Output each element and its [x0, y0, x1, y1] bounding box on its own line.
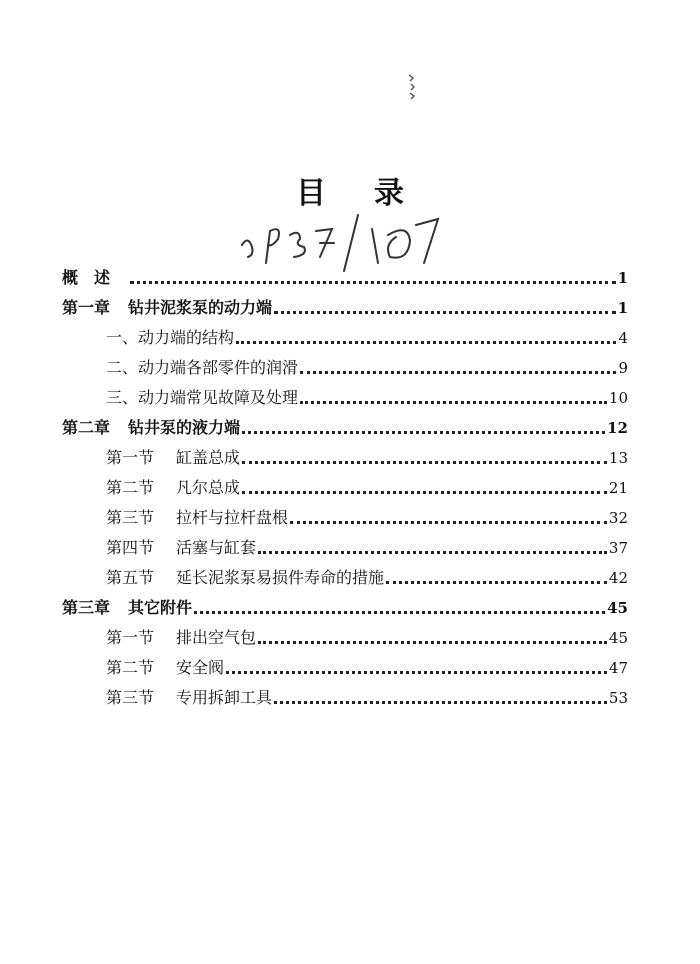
- toc-entry-label: [106, 358, 298, 378]
- toc-entry-title: 钻井泥浆泵的动力端: [128, 298, 273, 317]
- toc-page-number: 53: [608, 689, 628, 707]
- toc-entry-number: 概 述: [62, 268, 111, 287]
- toc-entry-title: 专用拆卸工具: [176, 688, 273, 707]
- toc-entry-label: [106, 388, 298, 408]
- toc-entry-label: [106, 688, 272, 708]
- toc-page-number: 47: [608, 659, 628, 677]
- toc-entry[interactable]: [62, 498, 628, 528]
- toc-entry-number: 第一章: [62, 298, 111, 317]
- toc-entry-title: 动力端的结构: [138, 328, 235, 347]
- toc-entry-number: 第一节: [106, 448, 155, 467]
- toc-page-number: 10: [608, 389, 628, 407]
- toc-entry[interactable]: [62, 588, 628, 618]
- toc-entry[interactable]: [62, 378, 628, 408]
- toc-page-number: 1: [617, 269, 628, 287]
- toc-page-number: 12: [607, 419, 628, 437]
- toc-dot-leader: [274, 297, 616, 314]
- toc-dot-leader: [226, 657, 607, 674]
- library-stamp-mark: [405, 72, 419, 102]
- toc-entry-label: [106, 478, 240, 498]
- toc-entry-title: 动力端各部零件的润滑: [138, 358, 299, 377]
- toc-dot-leader: [242, 477, 607, 494]
- toc-entry-label: [62, 298, 272, 318]
- toc-entry-label: [106, 448, 240, 468]
- toc-dot-leader: [258, 537, 607, 554]
- toc-entry-number: 二、: [106, 358, 139, 377]
- toc-entry-number: 第三节: [106, 508, 155, 527]
- toc-dot-leader: [258, 627, 607, 644]
- table-of-contents: [62, 258, 628, 708]
- toc-dot-leader: [242, 417, 605, 434]
- toc-page-number: 13: [608, 449, 628, 467]
- toc-dot-leader: [236, 327, 616, 344]
- toc-entry-number: 第二章: [62, 418, 111, 437]
- toc-entry[interactable]: [62, 258, 628, 288]
- toc-entry-number: 第二节: [106, 478, 155, 497]
- toc-entry-label: [62, 268, 128, 288]
- toc-entry-title: 钻井泵的液力端: [128, 418, 241, 437]
- toc-dot-leader: [290, 507, 607, 524]
- toc-entry[interactable]: [62, 558, 628, 588]
- toc-entry-title: 活塞与缸套: [176, 538, 257, 557]
- toc-dot-leader: [300, 387, 607, 404]
- title-char-1: 目: [296, 176, 326, 211]
- toc-entry[interactable]: [62, 348, 628, 378]
- toc-page-number: 9: [618, 359, 628, 377]
- toc-entry-title: 拉杆与拉杆盘根: [176, 508, 289, 527]
- toc-page-number: 1: [617, 299, 628, 317]
- toc-entry-title: 动力端常见故障及处理: [138, 388, 299, 407]
- toc-dot-leader: [242, 447, 607, 464]
- toc-entry-number: 第二节: [106, 658, 155, 677]
- toc-entry-number: 第三节: [106, 688, 155, 707]
- toc-page-number: 37: [608, 539, 628, 557]
- toc-page-number: 4: [618, 329, 628, 347]
- toc-entry-label: [106, 628, 256, 648]
- toc-entry-label: [106, 328, 234, 348]
- toc-entry[interactable]: [62, 528, 628, 558]
- toc-entry-title: 其它附件: [128, 598, 193, 617]
- toc-dot-leader: [194, 597, 605, 614]
- toc-entry-title: 延长泥浆泵易损件寿命的措施: [176, 568, 385, 587]
- toc-entry-number: 第三章: [62, 598, 111, 617]
- toc-entry-label: [62, 418, 240, 438]
- toc-dot-leader: [274, 687, 607, 704]
- toc-entry[interactable]: [62, 438, 628, 468]
- toc-entry-title: 凡尔总成: [176, 478, 241, 497]
- toc-entry-number: 三、: [106, 388, 139, 407]
- toc-dot-leader: [386, 567, 607, 584]
- toc-page-number: 21: [608, 479, 628, 497]
- toc-entry-label: [106, 538, 256, 558]
- toc-entry[interactable]: [62, 468, 628, 498]
- toc-entry[interactable]: [62, 648, 628, 678]
- toc-entry-title: 排出空气包: [176, 628, 257, 647]
- toc-dot-leader: [130, 267, 616, 284]
- toc-entry[interactable]: [62, 288, 628, 318]
- toc-entry[interactable]: [62, 618, 628, 648]
- toc-entry-label: [106, 568, 384, 588]
- toc-entry-label: [62, 598, 192, 618]
- toc-entry-title: 缸盖总成: [176, 448, 241, 467]
- toc-entry[interactable]: [62, 678, 628, 708]
- toc-dot-leader: [300, 357, 616, 374]
- toc-entry-label: [106, 508, 288, 528]
- toc-page-number: 45: [608, 629, 628, 647]
- toc-entry-number: 第四节: [106, 538, 155, 557]
- toc-entry-number: 第一节: [106, 628, 155, 647]
- toc-entry-number: 一、: [106, 328, 139, 347]
- toc-entry[interactable]: [62, 318, 628, 348]
- toc-entry[interactable]: [62, 408, 628, 438]
- title-char-2: 录: [374, 176, 404, 211]
- toc-entry-number: 第五节: [106, 568, 155, 587]
- toc-page-number: 42: [608, 569, 628, 587]
- toc-entry-title: 安全阀: [176, 658, 225, 677]
- toc-page-number: 32: [608, 509, 628, 527]
- toc-entry-label: [106, 658, 224, 678]
- toc-page-number: 45: [607, 599, 628, 617]
